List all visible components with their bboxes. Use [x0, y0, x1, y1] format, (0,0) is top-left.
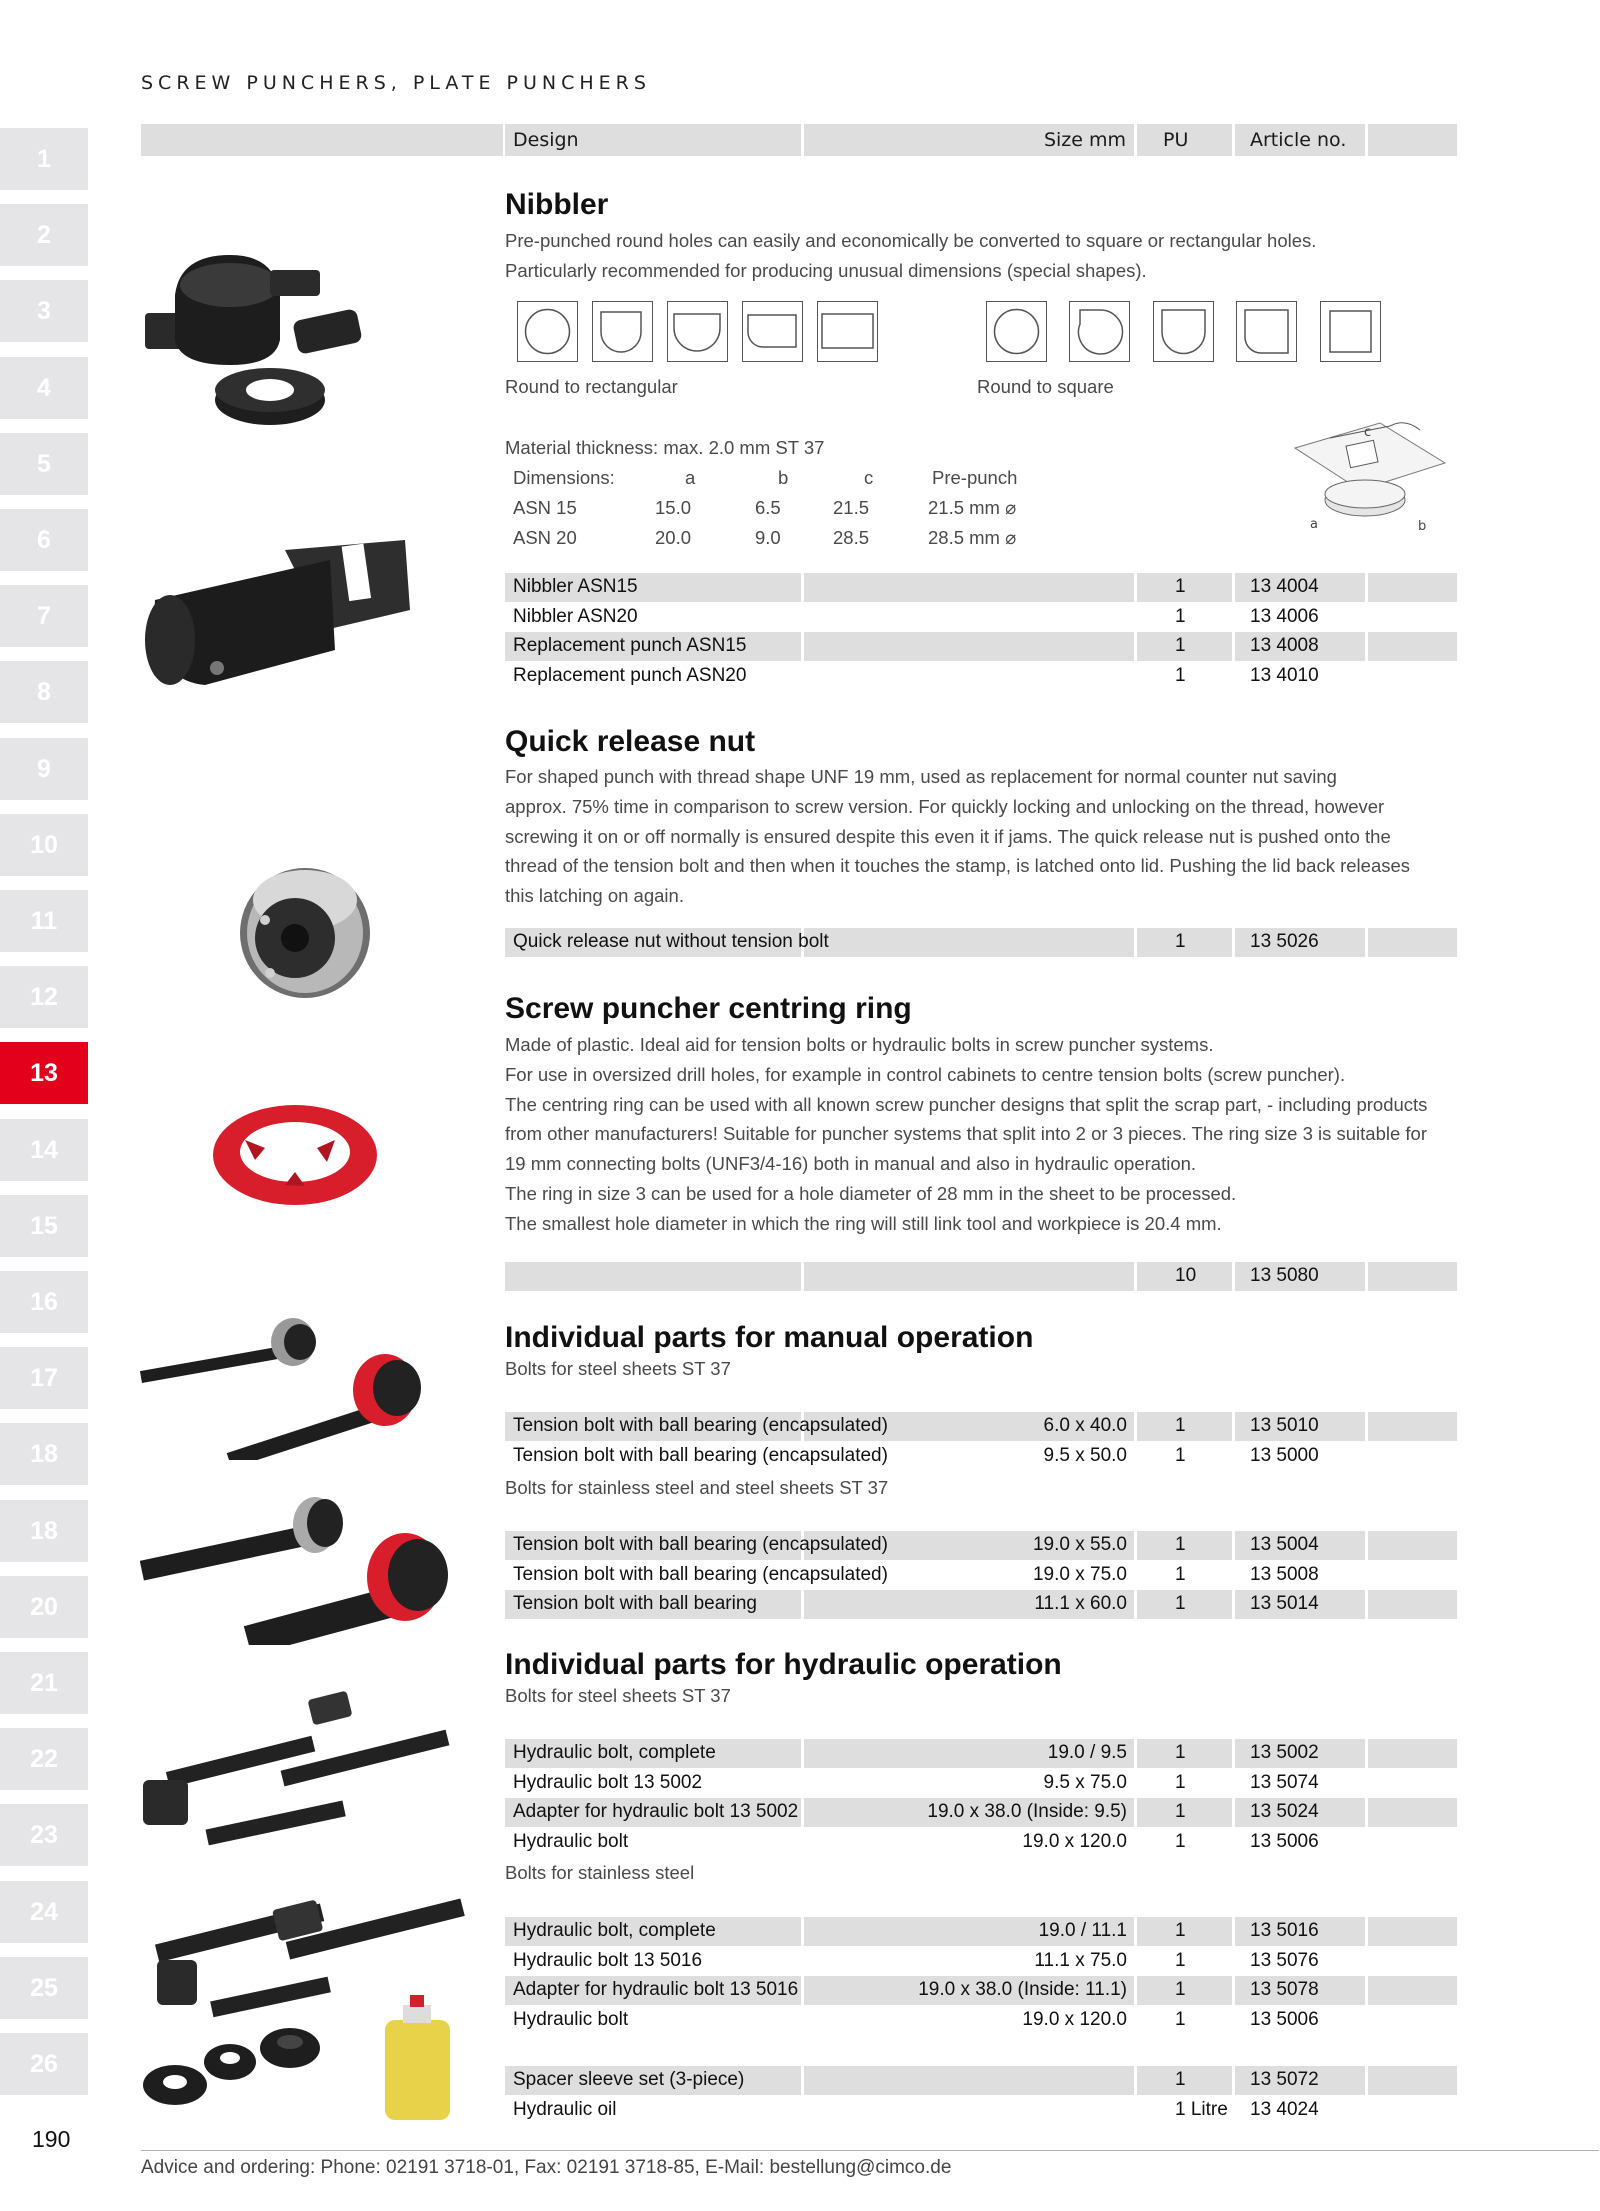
- row-pu: 1: [1175, 576, 1186, 597]
- chapter-tab[interactable]: 7: [0, 585, 88, 647]
- hydraulic-parts-image: [135, 1670, 475, 2130]
- table-row: [505, 1798, 1457, 1827]
- shape-rectangle-icon: [817, 301, 878, 362]
- table-row: [505, 1976, 1457, 2005]
- row-pu: 1: [1175, 931, 1186, 952]
- chapter-tab[interactable]: 26: [0, 2033, 88, 2095]
- row-name: Quick release nut without tension bolt: [513, 931, 829, 952]
- table-row: [505, 2066, 1457, 2095]
- chapter-tab[interactable]: 1: [0, 128, 88, 190]
- row-pu: 1: [1175, 635, 1186, 657]
- row-article: 13 5026: [1250, 931, 1319, 952]
- table-row: [505, 928, 1457, 957]
- row-name: Hydraulic bolt: [513, 1830, 629, 1852]
- chapter-tab[interactable]: 2: [0, 204, 88, 266]
- table-row: [505, 662, 1457, 691]
- row-pu: 1: [1175, 1949, 1186, 1971]
- footer-divider: [141, 2150, 1599, 2151]
- chapter-tab[interactable]: 23: [0, 1804, 88, 1866]
- row-article: 13 5006: [1250, 1830, 1319, 1852]
- chapter-tab[interactable]: 13: [0, 1042, 88, 1104]
- nibbler-asn-image: [135, 540, 415, 690]
- row-article: 13 5016: [1250, 1920, 1319, 1941]
- row-pu: 1: [1175, 605, 1186, 627]
- centring-ring-title: Screw puncher centring ring: [505, 992, 912, 1025]
- chapter-tab[interactable]: 14: [0, 1119, 88, 1181]
- nibbler-description: Pre-punched round holes can easily and economically be converted to square or rectangular holes. Particularly recommended for producing unusual dimensions (special shapes).: [505, 230, 1317, 281]
- chapter-tab[interactable]: 16: [0, 1271, 88, 1333]
- footer-contact: Advice and ordering: Phone: 02191 3718-01, Fax: 02191 3718-85, E-Mail: bestellung@cimco.de: [141, 2157, 952, 2178]
- row-name: Hydraulic bolt: [513, 2008, 629, 2030]
- row-size: 19.0 x 38.0 (Inside: 9.5): [927, 1801, 1127, 1823]
- row-article: 13 5004: [1250, 1534, 1319, 1555]
- row-pu: 1: [1175, 1920, 1186, 1941]
- col-article: Article no.: [1250, 129, 1347, 151]
- table-row: [505, 1561, 1457, 1590]
- row-article: 13 5010: [1250, 1415, 1319, 1436]
- row-name: Tension bolt with ball bearing (encapsulated): [513, 1534, 888, 1555]
- row-pu: 10: [1175, 1265, 1197, 1286]
- row-size: 11.1 x 60.0: [1034, 1593, 1127, 1615]
- chapter-tab[interactable]: 5: [0, 433, 88, 495]
- shape-round-icon: [517, 301, 578, 362]
- chapter-tab[interactable]: 21: [0, 1652, 88, 1714]
- diagram-label-b: b: [1418, 519, 1427, 534]
- tension-bolts-large-image: [135, 1485, 455, 1645]
- table-row: [505, 1531, 1457, 1560]
- row-name: Hydraulic bolt 13 5016: [513, 1949, 703, 1971]
- shape-half-round-icon: [667, 301, 728, 362]
- row-article: 13 5024: [1250, 1801, 1319, 1823]
- row-name: Hydraulic bolt, complete: [513, 1742, 716, 1763]
- manual-subtitle-steel: Bolts for steel sheets ST 37: [505, 1358, 731, 1379]
- row-article: 13 5072: [1250, 2069, 1319, 2090]
- row-article: 13 5014: [1250, 1593, 1319, 1615]
- table-row: [505, 2006, 1457, 2035]
- row-pu: 1: [1175, 1593, 1186, 1615]
- hydraulic-parts-title: Individual parts for hydraulic operation: [505, 1648, 1062, 1681]
- chapter-tab[interactable]: 17: [0, 1347, 88, 1409]
- centring-ring-description: Made of plastic. Ideal aid for tension bolts or hydraulic bolts in screw puncher systems. For use in oversized drill holes, for example in control cabinets to centre tension bolts (screw puncher). The centring ring can be used with all known screw puncher designs that split the scrap part, - including products from other manufacturers! Suitable for puncher systems that split into 2 or 3 pieces. The ring size 3 is suitable for 19 mm connecting bolts (UNF3/4-16) both in manual and also in hydraulic operation. The ring in size 3 can be used for a hole diameter of 28 mm in the sheet to be processed. The smallest hole diameter in which the ring will still link tool and workpiece is 20.4 mm.: [505, 1034, 1428, 1234]
- row-name: Replacement punch ASN15: [513, 635, 747, 657]
- row-article: 13 5080: [1250, 1265, 1319, 1286]
- row-size: 9.5 x 50.0: [1043, 1444, 1127, 1466]
- chapter-tab[interactable]: 18: [0, 1500, 88, 1562]
- col-size: Size mm: [1043, 129, 1126, 151]
- row-article: 13 4010: [1250, 664, 1319, 686]
- row-name: Replacement punch ASN20: [513, 664, 747, 686]
- row-pu: 1: [1175, 2069, 1186, 2090]
- table-row: [505, 1769, 1457, 1798]
- row-pu: 1: [1175, 1830, 1186, 1852]
- row-name: Tension bolt with ball bearing: [513, 1593, 757, 1615]
- nibbler-dimension-diagram: [1290, 418, 1450, 538]
- row-pu: 1: [1175, 1563, 1186, 1585]
- table-row: [505, 573, 1457, 602]
- row-article: 13 4024: [1250, 2098, 1319, 2120]
- row-name: Hydraulic bolt, complete: [513, 1920, 716, 1941]
- table-row: [505, 1828, 1457, 1857]
- chapter-tab[interactable]: 9: [0, 738, 88, 800]
- manual-parts-title: Individual parts for manual operation: [505, 1321, 1034, 1354]
- row-name: Tension bolt with ball bearing (encapsulated): [513, 1444, 888, 1466]
- table-row: [505, 632, 1457, 661]
- nibbler-title: Nibbler: [505, 188, 609, 221]
- row-name: Hydraulic bolt 13 5002: [513, 1771, 703, 1793]
- table-row: [505, 1917, 1457, 1946]
- chapter-tab[interactable]: 15: [0, 1195, 88, 1257]
- material-thickness: Material thickness: max. 2.0 mm ST 37: [505, 437, 825, 458]
- row-pu: 1: [1175, 2008, 1186, 2030]
- row-size: 19.0 x 120.0: [1022, 2008, 1127, 2030]
- table-row: [505, 1739, 1457, 1768]
- diagram-label-a: a: [1310, 517, 1318, 532]
- chapter-tab[interactable]: 11: [0, 890, 88, 952]
- section-header: SCREW PUNCHERS, PLATE PUNCHERS: [141, 72, 651, 94]
- row-article: 13 5076: [1250, 1949, 1319, 1971]
- shape-round-flat-icon: [592, 301, 653, 362]
- table-row: [505, 603, 1457, 632]
- row-article: 13 5078: [1250, 1979, 1319, 2001]
- table-row: [505, 1412, 1457, 1441]
- quick-release-description: For shaped punch with thread shape UNF 19 mm, used as replacement for normal counter nut saving approx. 75% time in comparison to screw version. For quickly locking and unlocking on the thread, however screwing it on or off normally is ensured despite this even it if jams. The quick release nut is pushed onto the thread of the tension bolt and then when it touches the stamp, is latched onto lid. Pushing the lid back releases this latching on again.: [505, 766, 1411, 907]
- row-size: 19.0 / 9.5: [1047, 1742, 1127, 1763]
- row-pu: 1 Litre: [1175, 2098, 1228, 2120]
- col-design: Design: [513, 129, 579, 151]
- row-size: 19.0 x 120.0: [1022, 1830, 1127, 1852]
- hydraulic-subtitle-steel: Bolts for steel sheets ST 37: [505, 1685, 731, 1706]
- row-name: Adapter for hydraulic bolt 13 5016: [513, 1979, 799, 2001]
- row-pu: 1: [1175, 1415, 1186, 1436]
- row-article: 13 5000: [1250, 1444, 1319, 1466]
- caption-round-to-rect: Round to rectangular: [505, 376, 678, 397]
- page-number: 190: [32, 2126, 71, 2152]
- chapter-tab[interactable]: 8: [0, 661, 88, 723]
- quick-release-nut-image: [225, 858, 375, 1003]
- row-name: Hydraulic oil: [513, 2098, 617, 2120]
- caption-round-to-square: Round to square: [977, 376, 1114, 397]
- row-pu: 1: [1175, 1801, 1186, 1823]
- table-row: [505, 2096, 1457, 2125]
- chapter-tab[interactable]: 6: [0, 509, 88, 571]
- row-name: Adapter for hydraulic bolt 13 5002: [513, 1801, 799, 1823]
- shape-round-icon: [986, 301, 1047, 362]
- row-article: 13 4008: [1250, 635, 1319, 657]
- quick-release-title: Quick release nut: [505, 725, 756, 758]
- chapter-tab[interactable]: 12: [0, 966, 88, 1028]
- row-size: 19.0 x 38.0 (Inside: 11.1): [918, 1979, 1127, 2001]
- row-pu: 1: [1175, 664, 1186, 686]
- table-row: [505, 1590, 1457, 1619]
- centring-ring-image: [205, 1100, 380, 1210]
- row-article: 13 5002: [1250, 1742, 1319, 1763]
- shape-square-icon: [1320, 301, 1381, 362]
- row-size: 9.5 x 75.0: [1043, 1771, 1127, 1793]
- row-article: 13 5074: [1250, 1771, 1319, 1793]
- row-pu: 1: [1175, 1444, 1186, 1466]
- nibbler-tool-image: [135, 225, 375, 435]
- shape-rounded-rect-icon: [742, 301, 803, 362]
- table-row: [505, 1947, 1457, 1976]
- manual-subtitle-stainless: Bolts for stainless steel and steel sheets ST 37: [505, 1477, 889, 1498]
- chapter-tab[interactable]: 22: [0, 1728, 88, 1790]
- table-row: [505, 1262, 1457, 1291]
- shape-round-flat-icon: [1069, 301, 1130, 362]
- row-name: Tension bolt with ball bearing (encapsulated): [513, 1563, 888, 1585]
- table-row: [505, 1442, 1457, 1471]
- row-article: 13 4004: [1250, 576, 1319, 597]
- tension-bolts-small-image: [135, 1310, 455, 1460]
- row-name: Tension bolt with ball bearing (encapsulated): [513, 1415, 888, 1436]
- row-article: 13 4006: [1250, 605, 1319, 627]
- chapter-tab[interactable]: 4: [0, 357, 88, 419]
- row-size: 19.0 x 75.0: [1032, 1563, 1127, 1585]
- row-name: Nibbler ASN20: [513, 605, 638, 627]
- row-pu: 1: [1175, 1771, 1186, 1793]
- shape-rounded-square-icon: [1236, 301, 1297, 362]
- row-article: 13 5008: [1250, 1563, 1319, 1585]
- row-name: Spacer sleeve set (3-piece): [513, 2069, 745, 2090]
- row-size: 6.0 x 40.0: [1043, 1415, 1127, 1436]
- diagram-label-c: c: [1364, 425, 1372, 440]
- hydraulic-subtitle-stainless: Bolts for stainless steel: [505, 1862, 695, 1883]
- chapter-tab[interactable]: 25: [0, 1957, 88, 2019]
- chapter-tab[interactable]: 24: [0, 1881, 88, 1943]
- shape-half-round-icon: [1153, 301, 1214, 362]
- row-pu: 1: [1175, 1534, 1186, 1555]
- row-size: 19.0 / 11.1: [1038, 1920, 1127, 1941]
- chapter-tab[interactable]: 20: [0, 1576, 88, 1638]
- row-pu: 1: [1175, 1742, 1186, 1763]
- row-pu: 1: [1175, 1979, 1186, 2001]
- chapter-tab[interactable]: 3: [0, 280, 88, 342]
- chapter-tab[interactable]: 18: [0, 1423, 88, 1485]
- row-size: 11.1 x 75.0: [1034, 1949, 1127, 1971]
- col-pu: PU: [1163, 129, 1189, 151]
- row-size: 19.0 x 55.0: [1032, 1534, 1127, 1555]
- chapter-tab[interactable]: 10: [0, 814, 88, 876]
- row-article: 13 5006: [1250, 2008, 1319, 2030]
- row-name: Nibbler ASN15: [513, 576, 638, 597]
